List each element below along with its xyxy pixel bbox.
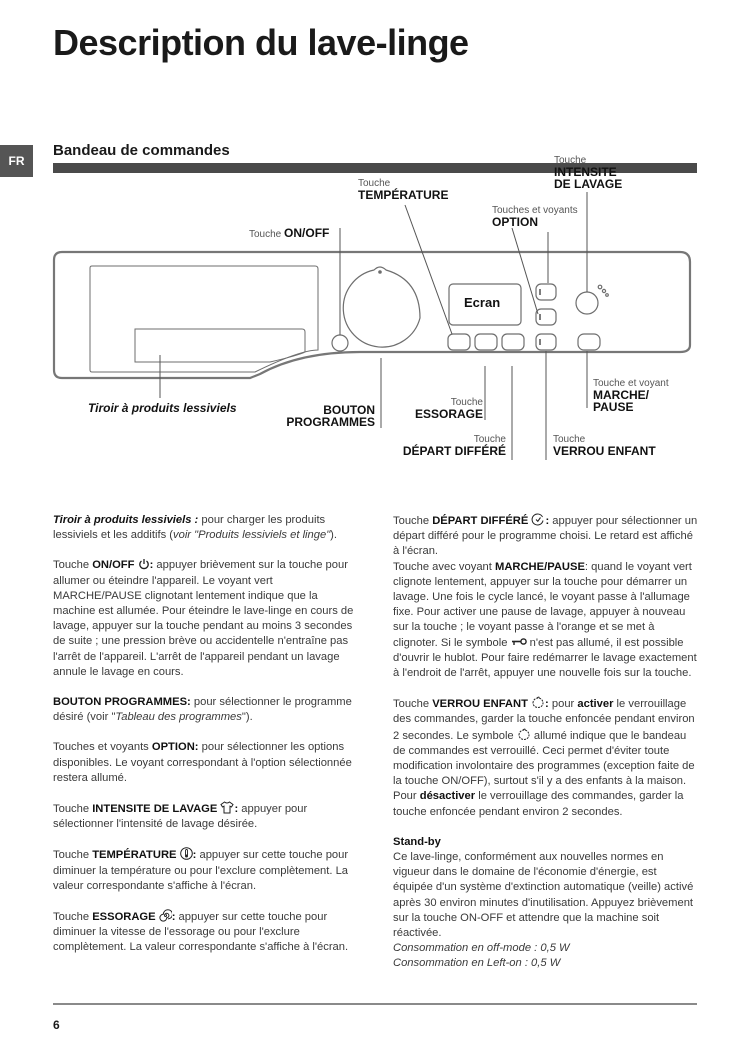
clock-icon [531,513,545,526]
right-column [393,513,698,972]
option-button-2 [536,309,556,325]
key-icon [511,637,527,646]
intensite-paragraph: Touche INTENSITE DE LAVAGE : appuyer pour sélectionner l'intensité de lavage désirée. [53,803,308,831]
verrou-button [536,334,556,350]
label-option: Touches et voyants OPTION [492,205,578,229]
tiroir-paragraph: Tiroir à produits lessiviels : pour charger les produits lessiviels et les additifs (voir "Produits lessiviels et linge"). [53,514,338,542]
label-marche-pause: Touche et voyant MARCHE/ PAUSE [593,378,669,414]
temperature-button [448,334,470,350]
spin-icon [159,909,172,922]
shirt-icon [220,801,234,814]
child-lock-icon [517,728,531,741]
power-icon [138,558,150,570]
page-title: Description du lave-linge [53,22,469,63]
label-verrou-enfant: Touche VERROU ENFANT [553,434,656,458]
child-lock-icon [531,696,545,709]
depart-paragraph: Touche DÉPART DIFFÉRÉ : appuyer pour sélectionner un départ différé pour le programme choisi. Le retard est affiché à l'écran. [393,515,698,558]
language-tab: FR [0,145,33,177]
essorage-button [475,334,497,350]
programmes-paragraph: BOUTON PROGRAMMES: pour sélectionner le programme désiré (voir "Tableau des programmes"). [53,696,352,724]
label-depart-differe: Touche DÉPART DIFFÉRÉ [402,434,506,458]
program-knob [343,267,420,347]
section-title: Bandeau de commandes [53,142,230,159]
marche-pause-button [578,334,600,350]
temperature-paragraph: Touche TEMPÉRATURE : appuyer sur cette touche pour diminuer la température ou pour l'exclure complètement. La valeur correspondante s'affiche à l'écran. [53,849,349,892]
consumption-left-on: Consommation en Left-on : 0,5 W [393,957,561,970]
left-column [53,513,358,971]
page-number: 6 [53,1018,60,1032]
footer-rule [53,1003,697,1005]
label-bouton-programmes: BOUTON PROGRAMMES [286,403,375,429]
verrou-paragraph: Touche VERROU ENFANT : pour activer le verrouillage des commandes, garder la touche enfoncée pendant environ 2 secondes. Le symbole allumé indique que le bandeau de commandes est verrouillé. Ceci permet d'éviter toute modification involontaire des programmes (exception faite de la touche ON/OFF), surtout s'il y a des enfants à la maison. Pour désactiver le verrouillage des commandes, garder la touche enfoncée pendant environ 2 secondes. [393,698,695,818]
label-on-off: Touche ON/OFF [249,226,330,240]
label-tiroir: Tiroir à produits lessiviels [88,401,237,415]
consumption-off-mode: Consommation en off-mode : 0,5 W [393,942,570,955]
standby-heading: Stand-by [393,835,441,848]
label-temperature: Touche TEMPÉRATURE [358,178,449,202]
depart-button [502,334,524,350]
option-button-1 [536,284,556,300]
screen-label: Ecran [464,295,501,310]
drawer-outline [90,266,318,372]
label-essorage: Touche ESSORAGE [414,397,483,421]
option-paragraph: Touches et voyants OPTION: pour sélectionner les options disponibles. Le voyant correspondant à l'option sélectionnée restera allumé. [53,741,352,784]
marche-paragraph: Touche avec voyant MARCHE/PAUSE: quand le voyant vert clignote lentement, appuyer sur la touche pour démarrer un lavage. Une fois le cycle lancé, le voyant passe à l'allumage fixe. Pour activer une pause de lavage, appuyer à nouveau sur la touche ; le voyant passe à l'orange et se met à clignoter. Si le symbole n'est pas allumé, il est possible d'ouvrir le hublot. Pour faire redémarrer le lavage exactement à l'endroit de l'arrêt, appuyer une nouvelle fois sur la touche. [393,560,697,680]
standby-paragraph: Ce lave-linge, conformément aux nouvelles normes en vigueur dans le domaine de l'économie d'énergie, est équipée d'un système d'extinction automatique (veille) activé après 30 environ minutes d'inutilisation. Appuyez brièvement sur la touche ON-OFF et attendre que la machine soit réactivée. [393,851,694,940]
essorage-paragraph: Touche ESSORAGE : appuyer sur cette touche pour diminuer la vitesse de l'essorage ou pour l'exclure complètement. La valeur correspondante s'affiche à l'écran. [53,911,349,954]
thermometer-icon [180,847,193,860]
intensite-button [576,292,598,314]
onoff-paragraph: Touche ON/OFF : appuyer brièvement sur la touche pour allumer ou éteindre l'appareil. Le voyant vert MARCHE/PAUSE clignotant lentement indique que la machine est allumée. Pour éteindre le lave-linge en cours de lavage, appuyer sur la touche pendant au moins 3 secondes de suite ; une pression brève ou accidentelle n'entraîne pas l'arrêt de l'appareil. L'arrêt de l'appareil pendant un lavage annule le lavage en cours. [53,559,354,678]
on-off-button [332,335,348,351]
label-intensite: Touche INTENSITE DE LAVAGE [554,155,623,191]
